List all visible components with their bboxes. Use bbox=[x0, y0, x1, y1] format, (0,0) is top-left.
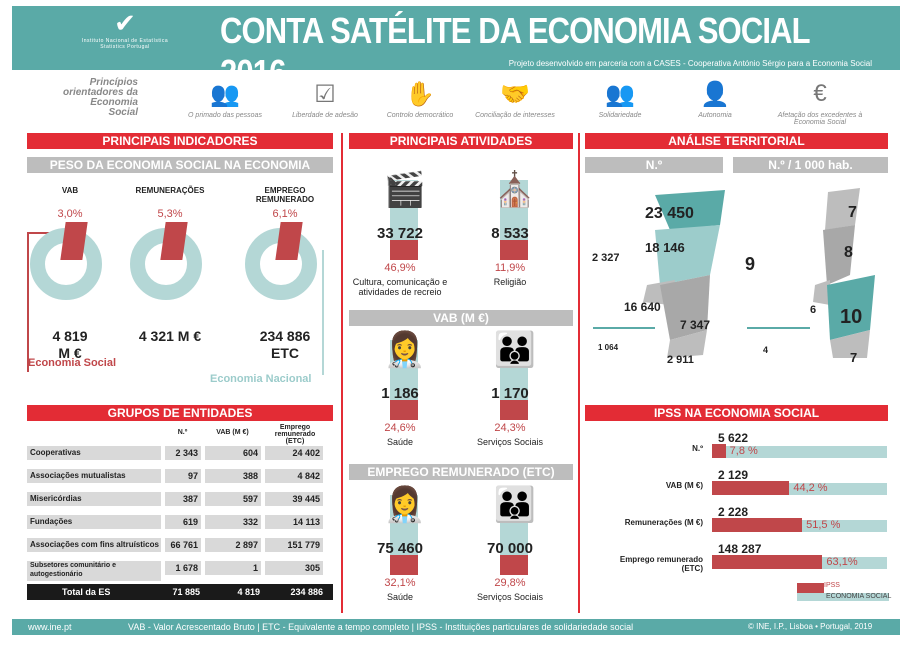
map1-value-5: 1 064 bbox=[598, 343, 619, 352]
ring-unit-2: ETC bbox=[271, 345, 299, 361]
legend-economia-social: Economia Social bbox=[28, 357, 117, 369]
map1-value-0: 23 450 bbox=[645, 205, 694, 222]
total-label: Total da ES bbox=[62, 587, 111, 597]
groups-header-vab: VAB (M €) bbox=[216, 429, 249, 436]
act-pct-a1: 46,9% bbox=[384, 262, 416, 274]
act-num-e2: 70 000 bbox=[487, 540, 533, 557]
ipss-bar-ipss-3 bbox=[712, 555, 822, 569]
map2-value-1: 8 bbox=[844, 244, 853, 261]
ipss-pct-0: 7,8 % bbox=[729, 445, 758, 457]
group-row-n-4: 66 761 bbox=[165, 538, 201, 552]
act-fill-a1 bbox=[390, 240, 418, 260]
map2-value-4: 10 bbox=[840, 306, 863, 328]
group-row-label-2: Misericórdias bbox=[27, 492, 161, 506]
territory-maps bbox=[585, 180, 888, 375]
groups-header-emp: Emprego remunerado (ETC) bbox=[274, 424, 316, 445]
group-row-label-3: Fundações bbox=[27, 515, 161, 529]
page-subtitle: Projeto desenvolvido em parceria com a CASES - Cooperativa António Sérgio para a Economia Social bbox=[508, 59, 872, 68]
ipss-bar-ipss-0 bbox=[712, 444, 726, 458]
act-label-v1: Saúde bbox=[386, 437, 414, 447]
group-row-vab-2: 597 bbox=[205, 492, 261, 506]
ipss-value-1: 2 129 bbox=[718, 468, 749, 482]
territory-per1000-bar: N.º / 1 000 hab. bbox=[733, 157, 888, 173]
ipss-bar-ipss-1 bbox=[712, 481, 789, 495]
map2-value-5: 4 bbox=[763, 345, 769, 355]
ipss-pct-3: 63,1% bbox=[826, 556, 858, 568]
total-n: 71 885 bbox=[172, 587, 200, 597]
act-pct-e1: 32,1% bbox=[384, 577, 416, 589]
legend-economia-nacional: Economia Nacional bbox=[210, 373, 312, 385]
ipss-bar: IPSS NA ECONOMIA SOCIAL bbox=[585, 405, 888, 421]
group-row-emp-2: 39 445 bbox=[265, 492, 323, 506]
act-fill-e1 bbox=[390, 555, 418, 575]
principle-label-3: Conciliação de interesses bbox=[475, 112, 555, 119]
group-row-emp-4: 151 779 bbox=[265, 538, 323, 552]
ine-logo: ✔ Instituto Nacional de Estatística Statistics Portugal bbox=[45, 8, 205, 60]
legend-es: ECONOMIA SOCIAL bbox=[826, 593, 892, 600]
act-num-e1: 75 460 bbox=[377, 540, 423, 557]
footer-copyright: © INE, I.P., Lisboa • Portugal, 2019 bbox=[748, 622, 873, 631]
act-fill-a2 bbox=[500, 240, 528, 260]
ipss-label-0: N.º bbox=[692, 444, 703, 453]
map1-centre bbox=[655, 225, 720, 285]
groups-header-n: N.º bbox=[177, 429, 188, 436]
group-row-n-2: 387 bbox=[165, 492, 201, 506]
map1-value-3: 16 640 bbox=[624, 300, 661, 314]
map2-value-2: 9 bbox=[745, 254, 756, 274]
logo-mark-icon: ✔ bbox=[114, 8, 136, 38]
ipss-value-2: 2 228 bbox=[718, 505, 749, 519]
activities-bar: PRINCIPAIS ATIVIDADES bbox=[349, 133, 573, 149]
ring-pct-1: 5,3% bbox=[157, 208, 183, 220]
act-icon-v1: 👩‍⚕️ bbox=[383, 331, 427, 369]
act-pct-a2: 11,9% bbox=[494, 262, 526, 274]
ipss-label-3: Emprego remunerado (ETC) bbox=[619, 555, 703, 573]
group-row-vab-5: 1 bbox=[205, 561, 261, 575]
ipss-label-2: Remunerações (M €) bbox=[624, 518, 703, 527]
group-row-n-1: 97 bbox=[165, 469, 201, 483]
group-row-emp-1: 4 842 bbox=[265, 469, 323, 483]
act-num-a1: 33 722 bbox=[377, 225, 423, 242]
ipss-label-1: VAB (M €) bbox=[665, 481, 703, 490]
map2-value-3: 6 bbox=[810, 304, 817, 316]
ring-value-1: 4 321 M € bbox=[138, 328, 202, 344]
principle-icon-0: 👥 bbox=[210, 81, 240, 108]
legend-ipss: IPSS bbox=[824, 582, 840, 589]
total-emp: 234 886 bbox=[290, 587, 323, 597]
act-label-e2: Serviços Sociais bbox=[476, 592, 544, 602]
map1-value-4: 7 347 bbox=[680, 318, 711, 332]
group-row-emp-0: 24 402 bbox=[265, 446, 323, 460]
indicators-bar: PRINCIPAIS INDICADORES bbox=[27, 133, 333, 149]
act-fill-v2 bbox=[500, 400, 528, 420]
principle-label-4: Solidariedade bbox=[598, 112, 642, 119]
ring-label-0: VAB bbox=[61, 186, 79, 195]
groups-bar: GRUPOS DE ENTIDADES bbox=[27, 405, 333, 421]
group-row-vab-0: 604 bbox=[205, 446, 261, 460]
group-row-n-0: 2 343 bbox=[165, 446, 201, 460]
principle-icon-5: 👤 bbox=[700, 81, 730, 108]
group-row-label-0: Cooperativas bbox=[27, 446, 161, 460]
ring-value-0: 4 819 bbox=[52, 328, 88, 344]
principle-label-5: Autonomia bbox=[698, 112, 732, 119]
group-row-emp-3: 14 113 bbox=[265, 515, 323, 529]
principle-label-6: Afetação dos excedentes à Economia Social bbox=[777, 112, 863, 126]
act-icon-e1: 👩‍⚕️ bbox=[383, 486, 427, 524]
group-row-vab-4: 2 897 bbox=[205, 538, 261, 552]
act-fill-v1 bbox=[390, 400, 418, 420]
principle-icon-4: 👥 bbox=[605, 81, 635, 108]
ipss-bar-ipss-2 bbox=[712, 518, 802, 532]
footer-notes: VAB - Valor Acrescentado Bruto | ETC - Equivalente a tempo completo | IPSS - Instituições particulares de solidariedade social bbox=[128, 622, 634, 632]
act-label-a2: Religião bbox=[493, 277, 527, 287]
principle-label-2: Controlo democrático bbox=[386, 112, 454, 119]
map2-value-0: 7 bbox=[848, 204, 857, 221]
act-num-v2: 1 170 bbox=[491, 385, 529, 402]
map1-value-6: 2 911 bbox=[667, 354, 694, 366]
page-title: CONTA SATÉLITE DA ECONOMIA SOCIAL 2016 bbox=[220, 10, 810, 93]
act-num-v1: 1 186 bbox=[381, 385, 419, 402]
map2-value-6: 7 bbox=[850, 350, 858, 365]
act-label-a1: Cultura, comunicação e atividades de recreio bbox=[352, 277, 448, 297]
divider-right bbox=[578, 133, 580, 613]
act-pct-e2: 29,8% bbox=[494, 577, 526, 589]
ring-value-2: 234 886 bbox=[259, 328, 311, 344]
act-pct-v1: 24,6% bbox=[384, 422, 416, 434]
legend-ipss-swatch bbox=[797, 583, 824, 593]
principle-icon-1: ☑ bbox=[314, 81, 336, 108]
total-vab: 4 819 bbox=[237, 587, 260, 597]
footer-link[interactable]: www.ine.pt bbox=[28, 622, 72, 632]
group-row-emp-5: 305 bbox=[265, 561, 323, 575]
group-row-vab-1: 388 bbox=[205, 469, 261, 483]
group-row-n-3: 619 bbox=[165, 515, 201, 529]
group-row-label-5: Subsetores comunitário e autogestionário bbox=[27, 561, 161, 581]
group-row-label-4: Associações com fins altruísticos bbox=[27, 538, 161, 552]
ipss-pct-2: 51,5 % bbox=[806, 519, 841, 531]
principle-icon-6: € bbox=[813, 80, 827, 107]
territory-bar: ANÁLISE TERRITORIAL bbox=[585, 133, 888, 149]
map1-value-1: 18 146 bbox=[645, 240, 685, 255]
act-pct-v2: 24,3% bbox=[494, 422, 526, 434]
employment-bar: EMPREGO REMUNERADO (ETC) bbox=[349, 464, 573, 480]
ipss-value-3: 148 287 bbox=[718, 542, 762, 556]
ring-label-1: REMUNERAÇÕES bbox=[135, 186, 205, 195]
ring-label-2: EMPREGO REMUNERADO bbox=[255, 186, 315, 204]
act-icon-v2: 👪 bbox=[493, 331, 537, 369]
act-label-v2: Serviços Sociais bbox=[476, 437, 544, 447]
principle-label-1: Liberdade de adesão bbox=[292, 112, 358, 119]
act-icon-a2: ⛪ bbox=[493, 171, 537, 209]
map1-value-2: 2 327 bbox=[592, 252, 620, 264]
group-row-vab-3: 332 bbox=[205, 515, 261, 529]
principle-icon-3: 🤝 bbox=[500, 81, 530, 108]
ipss-pct-1: 44,2 % bbox=[793, 482, 828, 494]
principles-heading: Princípios orientadores da Economia Social bbox=[62, 77, 138, 118]
ring-pct-0: 3,0% bbox=[57, 208, 83, 220]
principle-label-0: O primado das pessoas bbox=[188, 112, 262, 119]
weight-subbar: PESO DA ECONOMIA SOCIAL NA ECONOMIA NACIONAL bbox=[27, 157, 333, 173]
vab-bar: VAB (M €) bbox=[349, 310, 573, 326]
act-fill-e2 bbox=[500, 555, 528, 575]
ring-unit-0: M € bbox=[58, 345, 82, 361]
territory-n-bar: N.º bbox=[585, 157, 723, 173]
group-row-n-5: 1 678 bbox=[165, 561, 201, 575]
ipss-value-0: 5 622 bbox=[718, 431, 749, 445]
principle-icon-2: ✋ bbox=[405, 81, 435, 108]
divider-left bbox=[341, 133, 343, 613]
act-icon-a1: 🎬 bbox=[383, 171, 427, 209]
act-num-a2: 8 533 bbox=[491, 225, 529, 242]
ring-pct-2: 6,1% bbox=[272, 208, 298, 220]
act-label-e1: Saúde bbox=[386, 592, 414, 602]
act-icon-e2: 👪 bbox=[493, 486, 537, 524]
group-row-label-1: Associações mutualistas bbox=[27, 469, 161, 483]
